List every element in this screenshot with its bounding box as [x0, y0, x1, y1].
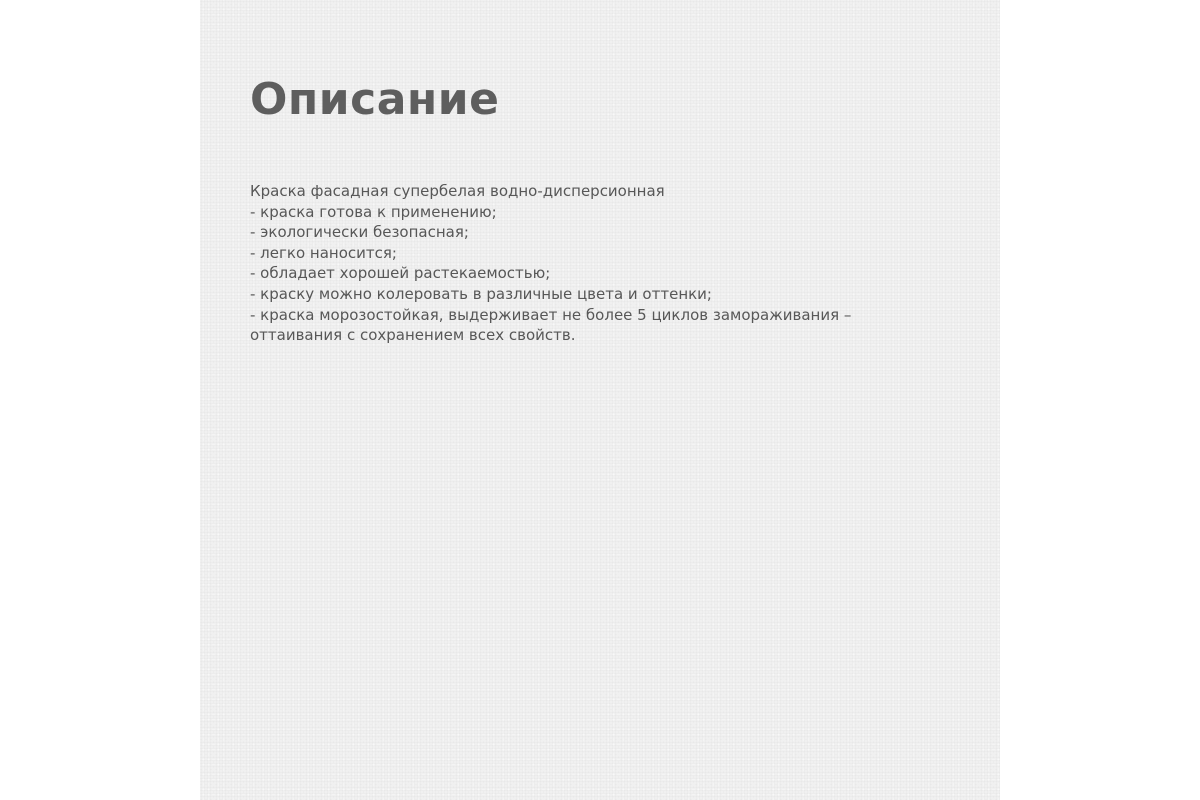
description-line: - обладает хорошей растекаемостью;: [250, 264, 551, 283]
description-text: [250, 181, 950, 346]
description-line: - краску можно колеровать в различные цвета и оттенки;: [250, 284, 712, 303]
description-line: - краска морозостойкая, выдерживает не более 5 циклов замораживания –: [250, 305, 852, 324]
description-line: Краска фасадная супербелая водно-дисперсионная: [250, 182, 665, 200]
description-line: - легко наносится;: [250, 243, 397, 262]
description-card: [200, 0, 1000, 800]
description-line: оттаивания с сохранением всех свойств.: [250, 326, 576, 345]
description-line: - краска готова к применению;: [250, 202, 497, 221]
page-title: Описание: [250, 74, 500, 125]
description-line: - экологически безопасная;: [250, 223, 469, 242]
